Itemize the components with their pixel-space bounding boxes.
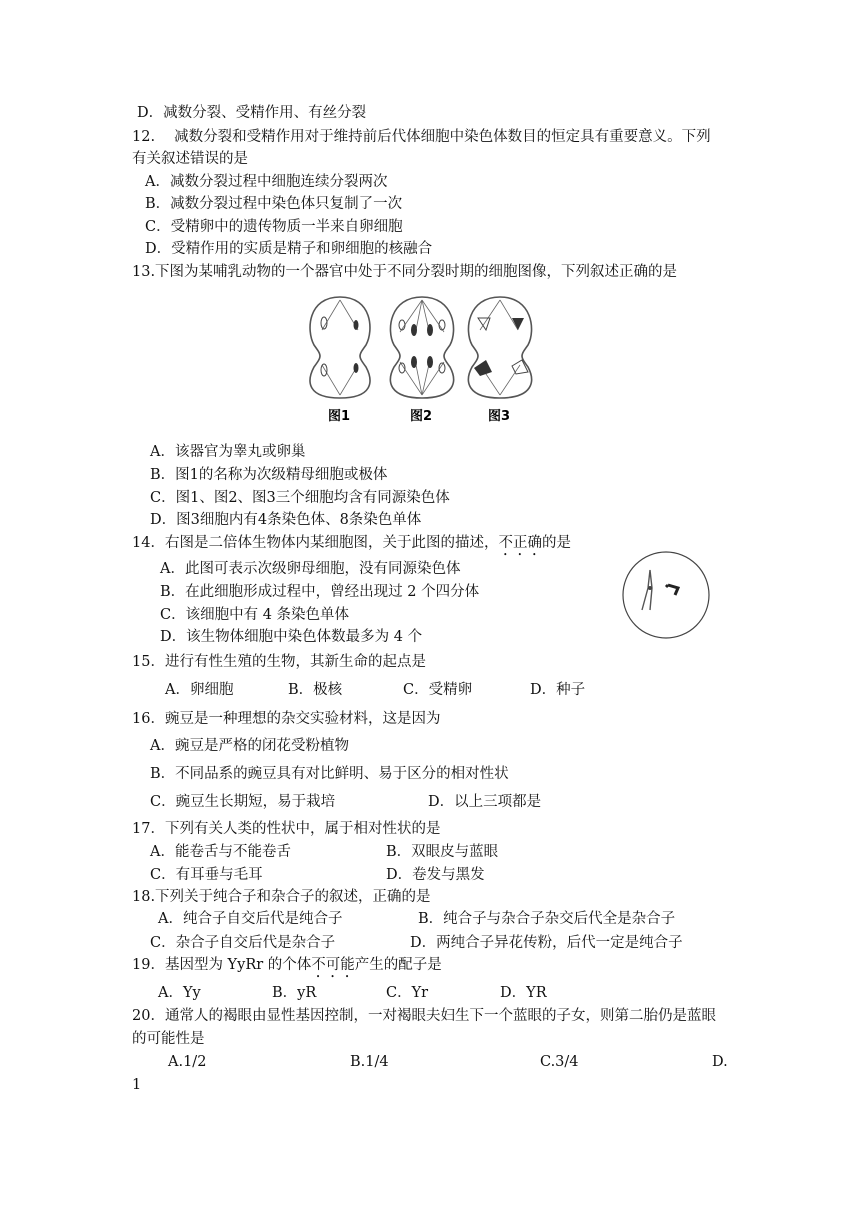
q20-stem-line2: 的可能性是 xyxy=(132,1031,205,1047)
q15-option-b: B．极核 xyxy=(288,682,343,698)
q14-stem-part2: 的是 xyxy=(541,535,571,551)
q19-stem xyxy=(132,956,442,981)
q16-stem: 16．豌豆是一种理想的杂交实验材料，这是因为 xyxy=(132,711,441,727)
q20-option-b: B.1/4 xyxy=(350,1054,389,1070)
q12-stem-line1: 12. 减数分裂和受精作用对于维持前后代体细胞中染色体数目的恒定具有重要意义。下列 xyxy=(132,129,711,145)
q12-option-a: A．减数分裂过程中细胞连续分裂两次 xyxy=(145,174,388,190)
q19-stem-part1: 19．基因型为 YyRr 的个体 xyxy=(132,957,312,973)
q17-option-b: B．双眼皮与蓝眼 xyxy=(386,844,499,860)
q19-stem-part2: 产生的配子是 xyxy=(354,957,442,973)
q16-option-c: C．豌豆生长期短，易于栽培 xyxy=(150,794,336,810)
q16-option-d: D．以上三项都是 xyxy=(428,794,542,810)
figure-label-1: 图1 xyxy=(328,409,351,424)
figure-label-3: 图3 xyxy=(488,409,511,424)
q18-option-d: D．两纯合子异花传粉，后代一定是纯合子 xyxy=(410,935,683,951)
q15-option-a: A．卵细胞 xyxy=(165,682,234,698)
q20-option-d-wrap: 1 xyxy=(132,1077,142,1093)
q18-stem: 18.下列关于纯合子和杂合子的叙述，正确的是 xyxy=(132,889,431,905)
q20-option-c: C.3/4 xyxy=(540,1054,579,1070)
q19-option-c: C．Yr xyxy=(386,985,429,1001)
q15-stem: 15．进行有性生殖的生物，其新生命的起点是 xyxy=(132,654,426,670)
q20-option-d: D. xyxy=(712,1054,728,1070)
q13-stem: 13.下图为某哺乳动物的一个器官中处于不同分裂时期的细胞图像，下列叙述正确的是 xyxy=(132,264,678,280)
q14-stem xyxy=(132,534,571,559)
q14-stem-emphasis: 不正确 xyxy=(498,535,542,551)
q19-stem-emphasis: 不可能 xyxy=(311,957,355,973)
q20-option-a: A.1/2 xyxy=(168,1054,207,1070)
q19-option-b: B．yR xyxy=(272,985,317,1001)
q15-option-d: D．种子 xyxy=(530,682,586,698)
q13-cell-figure xyxy=(300,290,550,430)
q12-option-c: C．受精卵中的遗传物质一半来自卵细胞 xyxy=(145,219,403,235)
q14-cell-figure xyxy=(620,550,712,640)
q17-option-c: C．有耳垂与毛耳 xyxy=(150,867,263,883)
q17-option-a: A．能卷舌与不能卷舌 xyxy=(150,844,291,860)
q18-option-c: C．杂合子自交后代是杂合子 xyxy=(150,935,336,951)
figure-label-2: 图2 xyxy=(410,409,433,424)
q13-option-a: A．该器官为睾丸或卵巢 xyxy=(150,444,306,460)
q19-option-d: D．YR xyxy=(500,985,547,1001)
q17-option-d: D．卷发与黑发 xyxy=(386,867,485,883)
q18-option-b: B．纯合子与杂合子杂交后代全是杂合子 xyxy=(418,911,676,927)
q16-option-a: A．豌豆是严格的闭花受粉植物 xyxy=(150,738,349,754)
q14-stem-part1: 14．右图是二倍体生物体内某细胞图，关于此图的描述， xyxy=(132,535,499,551)
q13-option-b: B．图1的名称为次级精母细胞或极体 xyxy=(150,467,388,483)
q14-option-b: B．在此细胞形成过程中，曾经出现过 2 个四分体 xyxy=(160,584,480,600)
cell-division-diagram xyxy=(300,290,550,430)
q12-option-d: D．受精作用的实质是精子和卵细胞的核融合 xyxy=(145,241,433,257)
q12-option-b: B．减数分裂过程中染色体只复制了一次 xyxy=(145,196,403,212)
q14-option-c: C．该细胞中有 4 条染色单体 xyxy=(160,607,350,623)
q13-option-d: D．图3细胞内有4条染色体、8条染色单体 xyxy=(150,512,422,528)
q19-option-a: A．Yy xyxy=(158,985,201,1001)
q12-stem-line2: 有关叙述错误的是 xyxy=(132,151,248,167)
q20-stem-line1: 20．通常人的褐眼由显性基因控制，一对褐眼夫妇生下一个蓝眼的子女，则第二胎仍是蓝眼 xyxy=(132,1008,716,1024)
q18-option-a: A．纯合子自交后代是纯合子 xyxy=(158,911,343,927)
q11-option-d: D．减数分裂、受精作用、有丝分裂 xyxy=(137,105,367,121)
q13-option-c: C．图1、图2、图3三个细胞均含有同源染色体 xyxy=(150,490,450,506)
q14-option-a: A．此图可表示次级卵母细胞，没有同源染色体 xyxy=(160,561,461,577)
q16-option-b: B．不同品系的豌豆具有对比鲜明、易于区分的相对性状 xyxy=(150,766,509,782)
q15-option-c: C．受精卵 xyxy=(403,682,473,698)
q17-stem: 17．下列有关人类的性状中，属于相对性状的是 xyxy=(132,821,441,837)
q14-option-d: D．该生物体细胞中染色体数最多为 4 个 xyxy=(160,629,423,645)
single-cell-diagram xyxy=(620,550,712,640)
